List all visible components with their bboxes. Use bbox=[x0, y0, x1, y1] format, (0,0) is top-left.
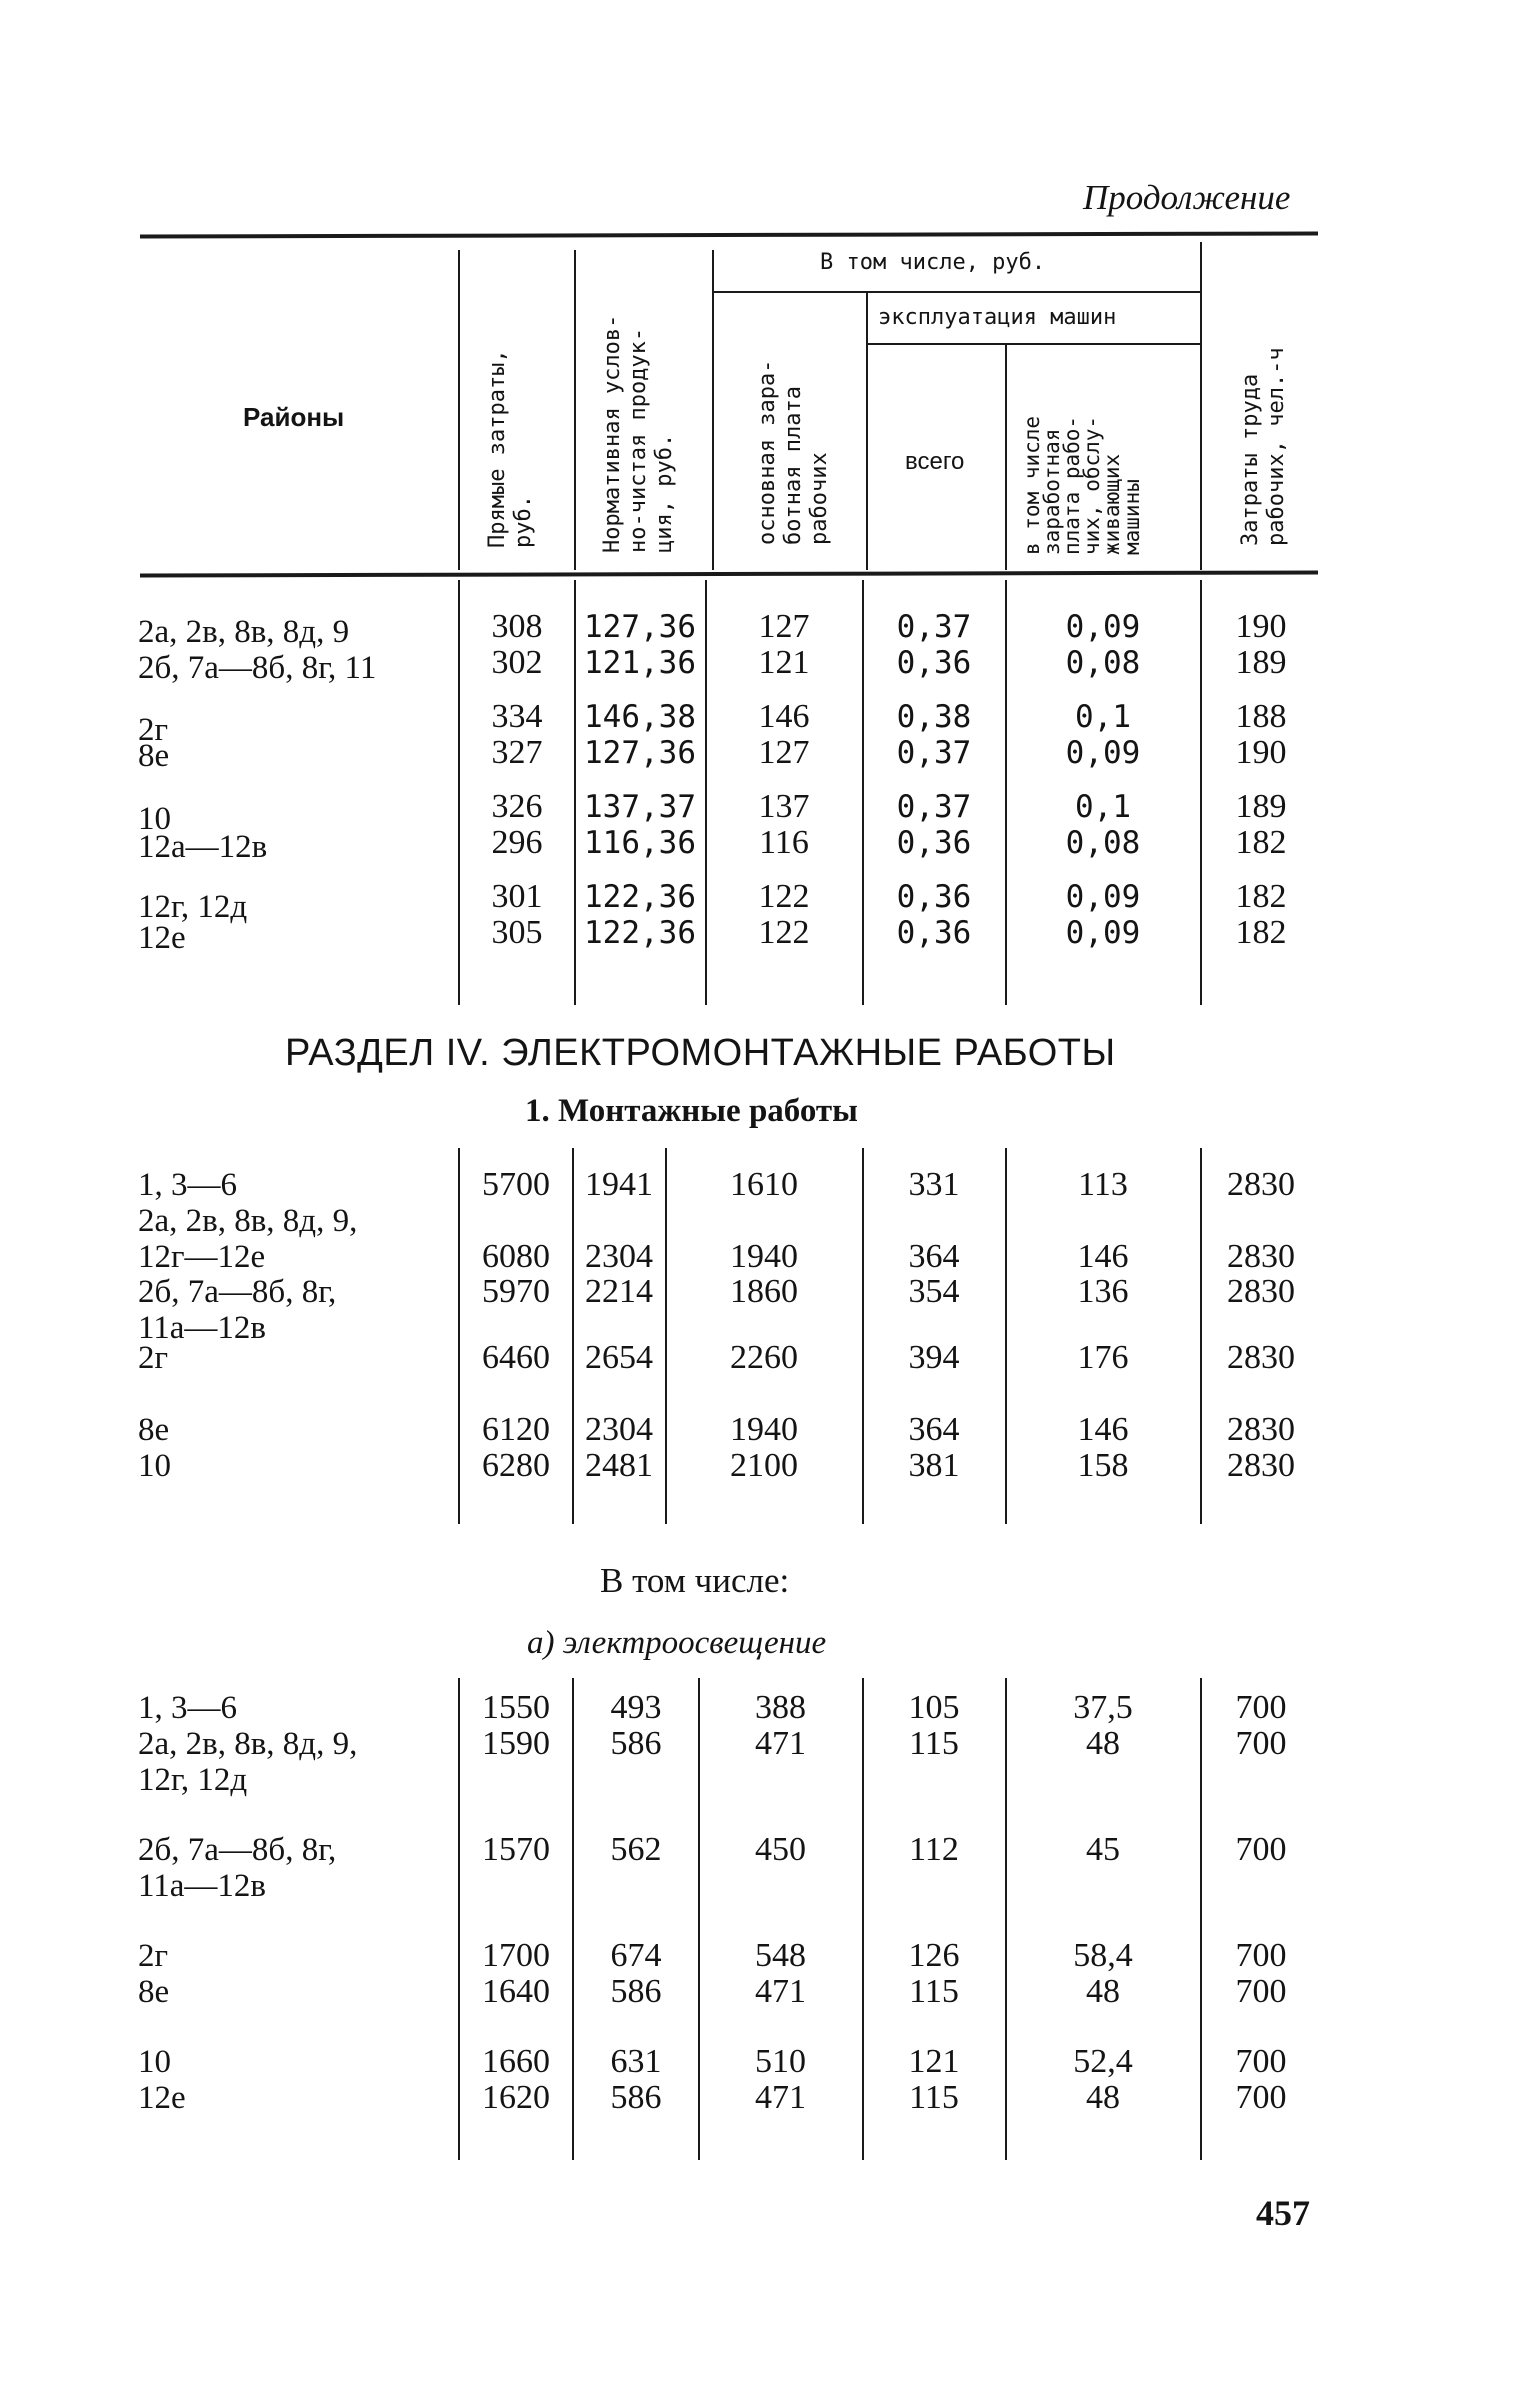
labor-cell: 2830 bbox=[1227, 1447, 1295, 1484]
machine-total-cell: 0,37 bbox=[896, 789, 972, 825]
direct-costs-cell: 6080 bbox=[482, 1238, 550, 1275]
base-wage-cell: 146 bbox=[758, 698, 810, 735]
direct-costs-cell: 6280 bbox=[482, 1447, 550, 1484]
district-cell: 8е bbox=[138, 1974, 170, 2010]
subsection-title: 1. Монтажные работы bbox=[525, 1093, 858, 1129]
page-number: 457 bbox=[1256, 2193, 1310, 2233]
direct-costs-cell: 1700 bbox=[482, 1937, 550, 1974]
base-wage-cell: 471 bbox=[755, 1973, 806, 2010]
base-wage-cell: 1940 bbox=[730, 1238, 798, 1275]
direct-costs-cell: 334 bbox=[491, 698, 543, 735]
machine-wage-cell: 58,4 bbox=[1073, 1937, 1133, 1974]
hdr-vline bbox=[866, 292, 868, 570]
district-cell: 2г bbox=[138, 1938, 169, 1974]
base-wage-cell: 510 bbox=[755, 2043, 806, 2080]
normative-cell: 122,36 bbox=[584, 879, 696, 915]
machine-wage-cell: 0,09 bbox=[1065, 609, 1141, 645]
direct-costs-cell: 301 bbox=[491, 878, 543, 915]
machine-rule bbox=[866, 343, 1200, 345]
direct-costs-cell: 302 bbox=[491, 644, 543, 681]
vline bbox=[862, 1148, 864, 1524]
normative-cell: 116,36 bbox=[584, 825, 696, 861]
including-rule bbox=[712, 291, 1200, 293]
direct-costs-cell: 1590 bbox=[482, 1725, 550, 1762]
base-wage-cell: 450 bbox=[755, 1831, 806, 1868]
district-cell: 8е bbox=[138, 1412, 170, 1448]
district-cell: 11а—12в bbox=[138, 1310, 267, 1346]
district-cell: 2б, 7а—8б, 8г, bbox=[138, 1832, 337, 1868]
machine-wage-cell: 158 bbox=[1077, 1447, 1129, 1484]
vline bbox=[1005, 1678, 1007, 2160]
labor-cell: 2830 bbox=[1227, 1273, 1295, 1310]
continued-label: Продолжение bbox=[1083, 178, 1291, 217]
district-cell: 11а—12в bbox=[138, 1868, 267, 1904]
hdr-vline bbox=[712, 250, 714, 570]
normative-cell: 127,36 bbox=[584, 735, 696, 771]
machine-total-cell: 331 bbox=[908, 1166, 960, 1203]
labor-cell: 188 bbox=[1235, 698, 1287, 735]
machine-total-cell: 105 bbox=[908, 1689, 960, 1726]
direct-costs-cell: 1550 bbox=[482, 1689, 550, 1726]
labor-cell: 700 bbox=[1235, 2079, 1287, 2116]
machine-total-cell: 394 bbox=[908, 1339, 960, 1376]
labor-cell: 189 bbox=[1235, 644, 1287, 681]
labor-cell: 189 bbox=[1235, 788, 1287, 825]
direct-costs-cell: 1570 bbox=[482, 1831, 550, 1868]
labor-cell: 182 bbox=[1235, 824, 1287, 861]
machine-wage-cell: 0,09 bbox=[1065, 735, 1141, 771]
direct-costs-cell: 6120 bbox=[482, 1411, 550, 1448]
vline bbox=[862, 1678, 864, 2160]
machine-total-cell: 0,36 bbox=[896, 879, 972, 915]
normative-cell: 2214 bbox=[585, 1273, 653, 1310]
machine-wage-cell: 0,1 bbox=[1075, 789, 1131, 825]
vline bbox=[1200, 1678, 1202, 2160]
direct-costs-cell: 327 bbox=[491, 734, 543, 771]
machine-wage-cell: 0,09 bbox=[1065, 879, 1141, 915]
district-cell: 12е bbox=[138, 2080, 186, 2116]
base-wage-cell: 1940 bbox=[730, 1411, 798, 1448]
machine-total-cell: 126 bbox=[908, 1937, 960, 1974]
district-cell: 12г, 12д bbox=[138, 889, 248, 925]
header-machine-operation: эксплуатация машин bbox=[878, 305, 1117, 330]
header-incl-wage: в том числе заработная плата рабо- чих, обслу- живающих машины bbox=[1020, 415, 1144, 555]
direct-costs-cell: 6460 bbox=[482, 1339, 550, 1376]
section-title: РАЗДЕЛ IV. ЭЛЕКТРОМОНТАЖНЫЕ РАБОТЫ bbox=[285, 1032, 1116, 1074]
including-label: В том числе: bbox=[600, 1561, 790, 1600]
labor-cell: 182 bbox=[1235, 914, 1287, 951]
base-wage-cell: 116 bbox=[759, 824, 809, 861]
labor-cell: 190 bbox=[1235, 734, 1287, 771]
vline bbox=[705, 580, 707, 1005]
district-cell: 1, 3—6 bbox=[138, 1690, 237, 1726]
machine-total-cell: 115 bbox=[909, 1973, 959, 2010]
normative-cell: 2481 bbox=[585, 1447, 653, 1484]
normative-cell: 2654 bbox=[585, 1339, 653, 1376]
machine-wage-cell: 48 bbox=[1086, 1973, 1120, 2010]
base-wage-cell: 2260 bbox=[730, 1339, 798, 1376]
machine-total-cell: 0,37 bbox=[896, 609, 972, 645]
base-wage-cell: 548 bbox=[755, 1937, 806, 1974]
base-wage-cell: 471 bbox=[755, 1725, 806, 1762]
labor-cell: 190 bbox=[1235, 608, 1287, 645]
direct-costs-cell: 5700 bbox=[482, 1166, 550, 1203]
district-cell: 2г bbox=[138, 712, 169, 748]
hdr-vline bbox=[574, 250, 576, 570]
machine-total-cell: 0,36 bbox=[896, 915, 972, 951]
vline bbox=[665, 1148, 667, 1524]
normative-cell: 2304 bbox=[585, 1238, 653, 1275]
machine-wage-cell: 48 bbox=[1086, 2079, 1120, 2116]
hdr-vline bbox=[458, 250, 460, 570]
district-cell: 2а, 2в, 8в, 8д, 9 bbox=[138, 614, 350, 650]
normative-cell: 127,36 bbox=[584, 609, 696, 645]
machine-wage-cell: 0,1 bbox=[1075, 699, 1131, 735]
machine-wage-cell: 113 bbox=[1078, 1166, 1128, 1203]
base-wage-cell: 127 bbox=[758, 608, 810, 645]
machine-total-cell: 364 bbox=[908, 1411, 960, 1448]
vline bbox=[1005, 580, 1007, 1005]
vline bbox=[862, 580, 864, 1005]
header-labor: Затраты труда рабочих, чел.-ч bbox=[1238, 347, 1289, 546]
machine-total-cell: 354 bbox=[908, 1273, 960, 1310]
vline bbox=[1200, 1148, 1202, 1524]
machine-wage-cell: 37,5 bbox=[1073, 1689, 1133, 1726]
district-cell: 12г—12е bbox=[138, 1239, 266, 1275]
direct-costs-cell: 296 bbox=[491, 824, 543, 861]
district-cell: 12е bbox=[138, 920, 186, 956]
district-cell: 2а, 2в, 8в, 8д, 9, bbox=[138, 1726, 358, 1762]
vline bbox=[458, 1678, 460, 2160]
direct-costs-cell: 326 bbox=[491, 788, 543, 825]
direct-costs-cell: 5970 bbox=[482, 1273, 550, 1310]
base-wage-cell: 1860 bbox=[730, 1273, 798, 1310]
lighting-label: а) электроосвещение bbox=[527, 1625, 827, 1661]
machine-total-cell: 0,37 bbox=[896, 735, 972, 771]
normative-cell: 121,36 bbox=[584, 645, 696, 681]
machine-total-cell: 115 bbox=[909, 2079, 959, 2116]
normative-cell: 586 bbox=[610, 2079, 662, 2116]
direct-costs-cell: 1620 bbox=[482, 2079, 550, 2116]
direct-costs-cell: 308 bbox=[491, 608, 543, 645]
header-direct-costs: Прямые затраты, руб. bbox=[485, 349, 536, 548]
header-bottom-rule bbox=[140, 570, 1318, 577]
machine-total-cell: 121 bbox=[908, 2043, 960, 2080]
machine-total-cell: 381 bbox=[908, 1447, 960, 1484]
district-cell: 10 bbox=[138, 2044, 171, 2080]
machine-wage-cell: 0,09 bbox=[1065, 915, 1141, 951]
header-base-wage: основная зара- ботная плата рабочих bbox=[755, 359, 832, 545]
machine-wage-cell: 146 bbox=[1077, 1238, 1129, 1275]
labor-cell: 182 bbox=[1235, 878, 1287, 915]
base-wage-cell: 122 bbox=[758, 914, 810, 951]
vline bbox=[1005, 1148, 1007, 1524]
vline bbox=[458, 1148, 460, 1524]
machine-wage-cell: 52,4 bbox=[1073, 2043, 1133, 2080]
normative-cell: 1941 bbox=[585, 1166, 653, 1203]
labor-cell: 700 bbox=[1235, 1831, 1287, 1868]
district-cell: 10 bbox=[138, 801, 171, 837]
normative-cell: 562 bbox=[610, 1831, 662, 1868]
normative-cell: 146,38 bbox=[584, 699, 696, 735]
normative-cell: 586 bbox=[610, 1973, 662, 2010]
machine-total-cell: 0,38 bbox=[896, 699, 972, 735]
vline bbox=[1200, 580, 1202, 1005]
base-wage-cell: 121 bbox=[758, 644, 810, 681]
vline bbox=[698, 1678, 700, 2160]
base-wage-cell: 1610 bbox=[730, 1166, 798, 1203]
labor-cell: 2830 bbox=[1227, 1166, 1295, 1203]
district-cell: 2б, 7а—8б, 8г, bbox=[138, 1274, 337, 1310]
hdr-vline bbox=[1200, 242, 1202, 570]
normative-cell: 493 bbox=[610, 1689, 662, 1726]
header-total: всего bbox=[905, 448, 965, 475]
header-regions: Районы bbox=[243, 402, 345, 432]
district-cell: 2а, 2в, 8в, 8д, 9, bbox=[138, 1203, 358, 1239]
vline bbox=[574, 580, 576, 1005]
header-normative-output: Нормативная услов- но-чистая продук- ция, руб. bbox=[600, 314, 677, 553]
base-wage-cell: 122 bbox=[758, 878, 810, 915]
normative-cell: 631 bbox=[610, 2043, 662, 2080]
district-cell: 2б, 7а—8б, 8г, 11 bbox=[138, 650, 377, 686]
district-cell: 8е bbox=[138, 738, 170, 774]
vline bbox=[572, 1678, 574, 2160]
labor-cell: 700 bbox=[1235, 1973, 1287, 2010]
machine-total-cell: 112 bbox=[909, 1831, 959, 1868]
machine-total-cell: 115 bbox=[909, 1725, 959, 1762]
machine-wage-cell: 176 bbox=[1077, 1339, 1129, 1376]
district-cell: 2г bbox=[138, 1340, 169, 1376]
base-wage-cell: 137 bbox=[758, 788, 810, 825]
labor-cell: 700 bbox=[1235, 1937, 1287, 1974]
direct-costs-cell: 1660 bbox=[482, 2043, 550, 2080]
labor-cell: 2830 bbox=[1227, 1238, 1295, 1275]
base-wage-cell: 2100 bbox=[730, 1447, 798, 1484]
machine-wage-cell: 48 bbox=[1086, 1725, 1120, 1762]
direct-costs-cell: 305 bbox=[491, 914, 543, 951]
normative-cell: 2304 bbox=[585, 1411, 653, 1448]
labor-cell: 2830 bbox=[1227, 1411, 1295, 1448]
district-cell: 12г, 12д bbox=[138, 1762, 248, 1798]
machine-wage-cell: 136 bbox=[1077, 1273, 1129, 1310]
normative-cell: 674 bbox=[610, 1937, 662, 1974]
district-cell: 1, 3—6 bbox=[138, 1167, 237, 1203]
labor-cell: 700 bbox=[1235, 2043, 1287, 2080]
normative-cell: 122,36 bbox=[584, 915, 696, 951]
normative-cell: 137,37 bbox=[584, 789, 696, 825]
district-cell: 10 bbox=[138, 1448, 171, 1484]
base-wage-cell: 471 bbox=[755, 2079, 806, 2116]
machine-wage-cell: 45 bbox=[1086, 1831, 1120, 1868]
direct-costs-cell: 1640 bbox=[482, 1973, 550, 2010]
hdr-vline bbox=[1005, 345, 1007, 570]
labor-cell: 2830 bbox=[1227, 1339, 1295, 1376]
normative-cell: 586 bbox=[610, 1725, 662, 1762]
machine-total-cell: 0,36 bbox=[896, 825, 972, 861]
labor-cell: 700 bbox=[1235, 1689, 1287, 1726]
header-including: В том числе, руб. bbox=[820, 250, 1046, 275]
base-wage-cell: 388 bbox=[755, 1689, 806, 1726]
machine-wage-cell: 0,08 bbox=[1065, 825, 1141, 861]
vline bbox=[458, 580, 460, 1005]
machine-total-cell: 364 bbox=[908, 1238, 960, 1275]
district-cell: 12а—12в bbox=[138, 829, 268, 865]
machine-total-cell: 0,36 bbox=[896, 645, 972, 681]
machine-wage-cell: 0,08 bbox=[1065, 645, 1141, 681]
base-wage-cell: 127 bbox=[758, 734, 810, 771]
machine-wage-cell: 146 bbox=[1077, 1411, 1129, 1448]
labor-cell: 700 bbox=[1235, 1725, 1287, 1762]
header-top-rule bbox=[140, 231, 1318, 238]
vline bbox=[572, 1148, 574, 1524]
